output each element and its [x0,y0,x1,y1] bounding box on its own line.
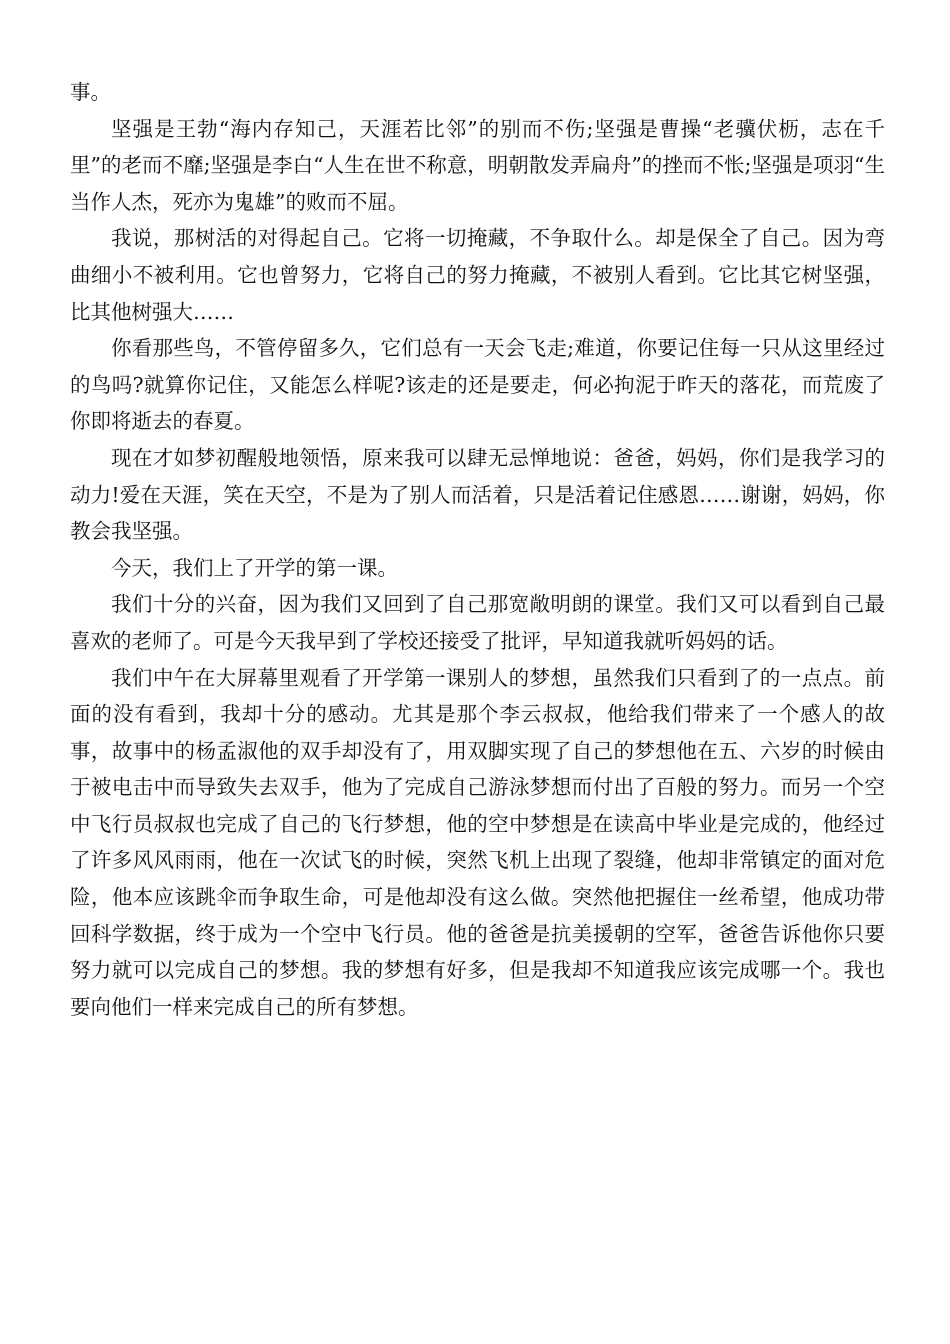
paragraph-birds: 你看那些鸟，不管停留多久，它们总有一天会飞走;难道，你要记住每一只从这里经过的鸟吗?就算你记住，又能怎么样呢?该走的还是要走，何必拘泥于昨天的落花，而荒废了你即将逝去的春夏。 [70,336,885,434]
paragraph-tree: 我说，那树活的对得起自己。它将一切掩藏，不争取什么。却是保全了自己。因为弯曲细小不被利用。它也曾努力，它将自己的努力掩藏，不被别人看到。它比其它树坚强，比其他树强大…… [70,226,885,324]
document-page [70,74,885,1025]
paragraph-continuation: 事。 [70,80,111,104]
paragraph-first-class: 今天，我们上了开学的第一课。 [111,555,398,580]
paragraph-excited: 我们十分的兴奋，因为我们又回到了自己那宽敞明朗的课堂。我们又可以看到自己最喜欢的老师了。可是今天我早到了学校还接受了批评，早知道我就听妈妈的话。 [70,592,885,653]
paragraph-dreams: 我们中午在大屏幕里观看了开学第一课别人的梦想，虽然我们只看到了的一点点。前面的没有看到，我却十分的感动。尤其是那个李云叔叔，他给我们带来了一个感人的故事，故事中的杨孟淑他的双手却没有了，用双脚实现了自己的梦想他在五、六岁的时候由于被电击中而导致失去双手，他为了完成自己游泳梦想而付出了百般的努力。而另一个空中飞行员叔叔也完成了自己的飞行梦想，他的空中梦想是在读高中毕业是完成的，他经过了许多风风雨雨，他在一次试飞的时候，突然飞机上出现了裂缝，他却非常镇定的面对危险，他本应该跳伞而争取生命，可是他却没有这么做。突然他把握住一丝希望，他成功带回科学数据，终于成为一个空中飞行员。他的爸爸是抗美援朝的空军，爸爸告诉他你只要努力就可以完成自己的梦想。我的梦想有好多，但是我却不知道我应该完成哪一个。我也要向他们一样来完成自己的所有梦想。 [70,665,885,1019]
paragraph-gratitude: 现在才如梦初醒般地领悟，原来我可以肆无忌惮地说：爸爸，妈妈，你们是我学习的动力!爱在天涯，笑在天空，不是为了别人而活着，只是活着记住感恩……谢谢，妈妈，你教会我坚强。 [70,445,885,544]
paragraph-strength-poets: 坚强是王勃“海内存知己，天涯若比邻”的别而不伤;坚强是曹操“老骥伏枥，志在千里”的老而不靡;坚强是李白“人生在世不称意，明朝散发弄扁舟”的挫而不怅;坚强是项羽“生当作人杰，死亦为鬼雄”的败而不屈。 [70,116,885,214]
